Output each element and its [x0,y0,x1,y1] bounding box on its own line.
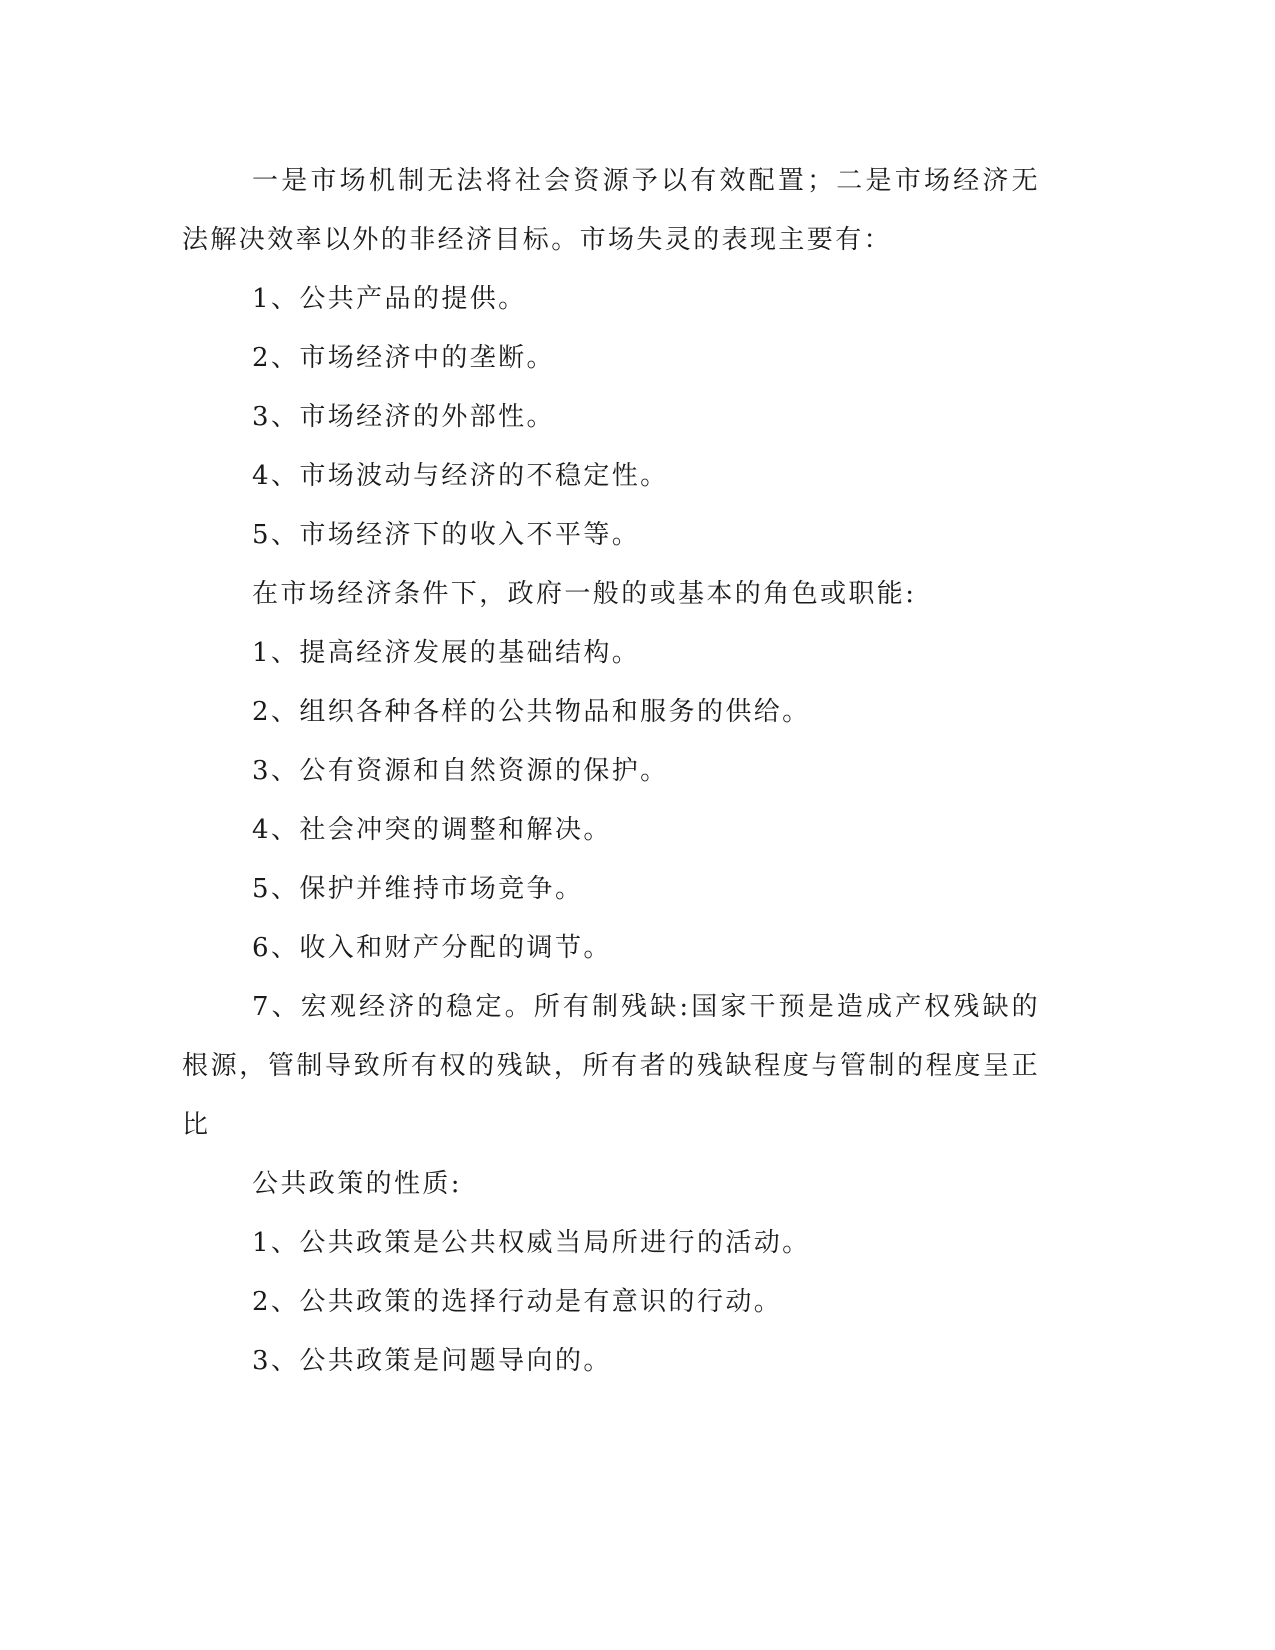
list-item-income-distribution: 6、收入和财产分配的调节。 [252,933,612,963]
list-item-monopoly: 2、市场经济中的垄断。 [252,343,555,373]
list-item-policy-conscious-action: 2、公共政策的选择行动是有意识的行动。 [252,1287,783,1317]
paragraph-government-roles-heading: 在市场经济条件下，政府一般的或基本的角色或职能: [252,579,917,609]
list-item-instability: 4、市场波动与经济的不稳定性。 [252,461,669,491]
paragraph-market-failure-intro: 一是市场机制无法将社会资源予以有效配置；二是市场经济无法解决效率以外的非经济目标。市场失灵的表现主要有： [182,166,1040,255]
list-item-infrastructure: 1、提高经济发展的基础结构。 [252,638,641,668]
list-item-market-competition: 5、保护并维持市场竞争。 [252,874,584,904]
list-item-resource-protection: 3、公有资源和自然资源的保护。 [252,756,669,786]
list-item-public-goods: 1、公共产品的提供。 [252,284,527,314]
list-item-policy-authority: 1、公共政策是公共权威当局所进行的活动。 [252,1228,811,1258]
paragraph-public-policy-heading: 公共政策的性质: [252,1169,462,1199]
list-item-public-services: 2、组织各种各样的公共物品和服务的供给。 [252,697,811,727]
list-item-macro-stability: 7、宏观经济的稳定。所有制残缺:国家干预是造成产权残缺的根源，管制导致所有权的残缺，所有者的残缺程度与管制的程度呈正比 [182,992,1040,1140]
list-item-policy-problem-oriented: 3、公共政策是问题导向的。 [252,1346,612,1376]
document-body [182,152,1040,1391]
list-item-income-inequality: 5、市场经济下的收入不平等。 [252,520,641,550]
list-item-externality: 3、市场经济的外部性。 [252,402,555,432]
list-item-conflict-resolution: 4、社会冲突的调整和解决。 [252,815,612,845]
